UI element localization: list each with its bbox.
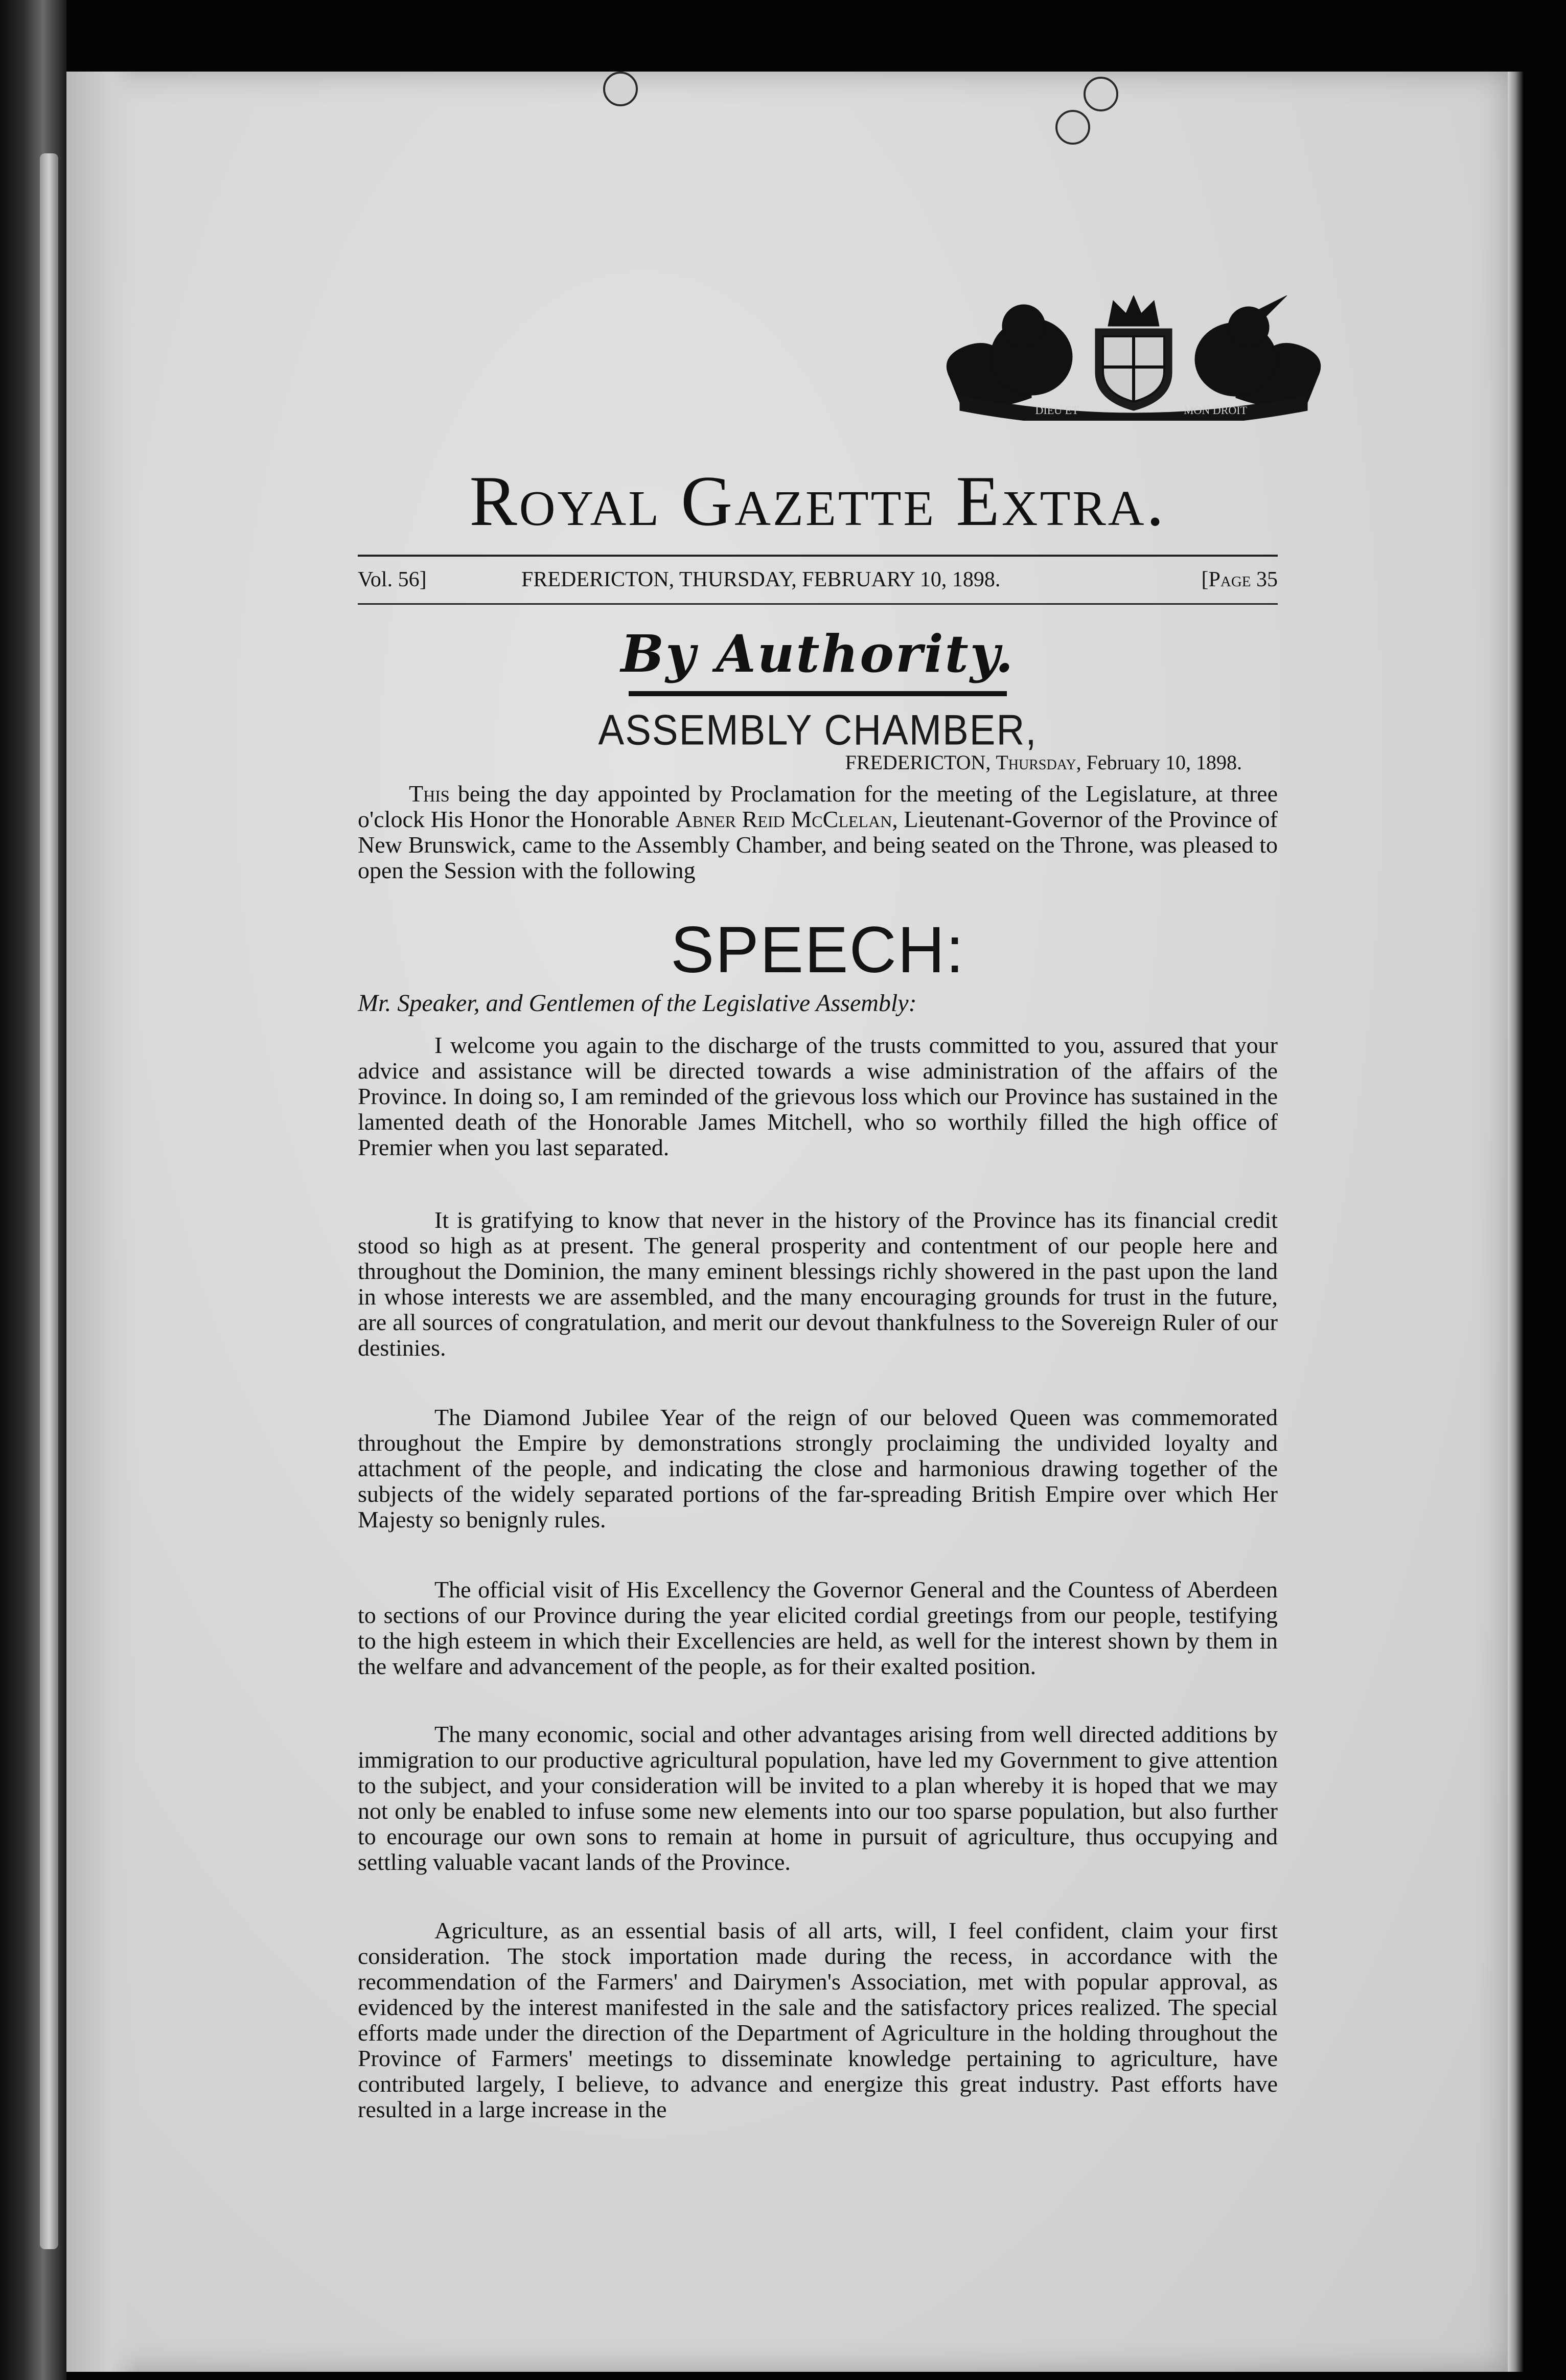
volume-label: Vol. 56] [358, 568, 427, 591]
masthead-rule-bottom [358, 603, 1278, 605]
intro-paragraph [358, 781, 1278, 883]
speech-paragraph: The Diamond Jubilee Year of the reign of our beloved Queen was commemorated throughout the Empire by demonstrations strongly proclaiming the undivided loyalty and attachment of the people, and indicating the close and harmonious drawing together of the subjects of the widely separated portions of the far-spreading British Empire over which Her Majesty so benignly rules. [358, 1404, 1278, 1532]
intro-text-2: Lieutenant-Governor of the Province of New Brunswick, came to the Assembly Chamber, and being seated on the Throne, was pleased to open the Session with the following [358, 806, 1278, 883]
speech-paragraph: The many economic, social and other advantages arising from well directed additions by immigration to our productive agricultural population, have led my Government to give attention to the subject, and your consideration will be invited to a plan whereby it is hoped that we may not only be enabled to infuse some new elements into our too sparse population, but also further to encourage our own sons to remain at home in pursuit of agriculture, thus occupying and settling valuable vacant lands of the Province. [358, 1721, 1278, 1875]
date-day: Thursday, [996, 751, 1081, 774]
gazette-page [66, 72, 1508, 2372]
crest-motto-left: DIEU ET [1035, 404, 1079, 417]
binding-hole [1084, 77, 1118, 111]
page-number: [Page 35 [1201, 568, 1278, 591]
date-place: FREDERICTON, [845, 751, 991, 774]
masthead-info-row [358, 567, 1278, 598]
intro-text-1: being the day appointed by Proclamation for the meeting of the Legislature, at three o'clock His Honor the Honorable [358, 781, 1278, 832]
royal-coat-of-arms [929, 295, 1338, 421]
governor-name: Abner Reid McClelan, [675, 806, 898, 832]
page-fold-shadow [66, 72, 138, 2372]
binding-hole [1055, 110, 1090, 145]
binding-hole [603, 72, 638, 106]
scan-border-left [0, 0, 66, 2380]
speech-paragraph: It is gratifying to know that never in the history of the Province has its financial credit stood so high as at present. The general prosperity and contentment of our people here and throughout the Dominion, the many eminent blessings richly showered in the past upon the land in whose interests we are assembled, and the many encouraging grounds for trust in the future, are all sources of congratulation, and merit our devout thankfulness to the Sovereign Ruler of our destinies. [358, 1207, 1278, 1361]
speech-paragraph: Agriculture, as an essential basis of all arts, will, I feel confident, claim your first consideration. The stock importation made during the recess, in accordance with the recommendation of the Farmers' and Dairymen's Association, met with popular approval, as evidenced by the interest manifested in the sale and the satisfactory prices realized. The special efforts made under the direction of the Department of Agriculture in the holding throughout the Province of Farmers' meetings to disseminate knowledge pertaining to agriculture, have contributed largely, I believe, to advance and energize this great industry. Past efforts have resulted in a large increase in the [358, 1917, 1278, 2122]
crest-motto-right: MON DROIT [1183, 404, 1248, 417]
date-rest: February 10, 1898. [1086, 751, 1242, 774]
by-authority-heading: By Authority. [620, 624, 1015, 684]
speech-title: SPEECH: [671, 913, 965, 987]
assembly-chamber-heading: ASSEMBLY CHAMBER, [598, 706, 1038, 754]
speech-paragraph: I welcome you again to the discharge of the trusts committed to you, assured that your advice and assistance will be directed towards a wise administration of the affairs of the Province. In doing so, I am reminded of the grievous loss which our Province has sustained in the lamented death of the Honorable James Mitchell, who so worthily filled the high office of Premier when you last separated. [358, 1032, 1278, 1160]
authority-rule [629, 691, 1007, 696]
scan-border-right [1508, 72, 1523, 2372]
speech-paragraph: The official visit of His Excellency the Governor General and the Countess of Aberdeen to sections of our Province during the year elicited cordial greetings from our people, testifying to the high esteem in which their Excellencies are held, as well for the interest shown by them in the welfare and advancement of the people, as for their exalted position. [358, 1576, 1278, 1679]
dateline: FREDERICTON, THURSDAY, FEBRUARY 10, 1898. [521, 568, 1001, 591]
gazette-title: Royal Gazette Extra. [469, 462, 1166, 541]
masthead-rule-top [358, 555, 1278, 557]
speech-address: Mr. Speaker, and Gentlemen of the Legislative Assembly: [358, 990, 917, 1017]
session-date-line [358, 750, 1278, 774]
intro-lead: This [409, 781, 450, 807]
